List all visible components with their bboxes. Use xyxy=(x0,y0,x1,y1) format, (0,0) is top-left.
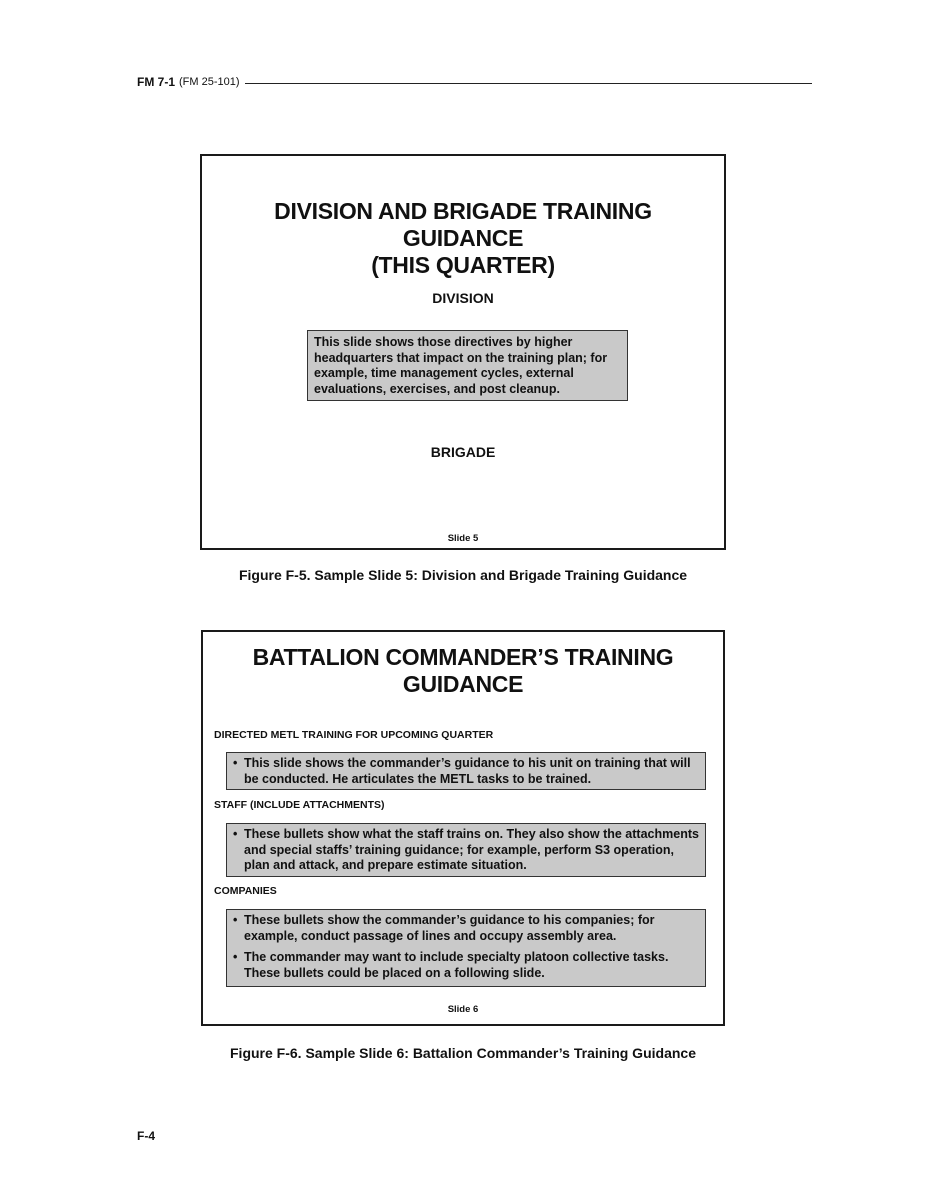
bullet-item xyxy=(233,913,699,944)
bullet-text: This slide shows the commander’s guidance to his unit on training that will be conducted. He articulates the METL tasks to be trained. xyxy=(244,756,691,786)
companies-note-box xyxy=(226,909,706,987)
figure-f5-caption: Figure F-5. Sample Slide 5: Division and Brigade Training Guidance xyxy=(238,567,688,583)
page-number: F-4 xyxy=(137,1129,155,1143)
slide-5-title xyxy=(202,198,724,279)
bullet-text: The commander may want to include specialty platoon collective tasks. These bullets could be placed on a following slide. xyxy=(244,950,669,980)
division-heading: DIVISION xyxy=(432,290,494,306)
slide-5-title-line: DIVISION AND BRIGADE TRAINING xyxy=(274,198,652,224)
bullet-text: These bullets show what the staff trains on. They also show the attachments and special staffs’ training guidance; for example, perform S3 operation, plan and attack, and prepare estimate situation. xyxy=(244,827,699,872)
bullet-dot-icon: • xyxy=(233,756,238,770)
slide-6-title xyxy=(203,644,723,698)
slide-5-title-line: (THIS QUARTER) xyxy=(371,252,555,278)
slide-5-frame xyxy=(200,154,726,550)
header-rule xyxy=(245,83,812,84)
bullet-dot-icon: • xyxy=(233,950,238,964)
bullet-text: These bullets show the commander’s guidance to his companies; for example, conduct passage of lines and occupy assembly area. xyxy=(244,913,655,943)
slide-6-frame xyxy=(201,630,725,1026)
bullet-dot-icon: • xyxy=(233,827,238,841)
section-label-companies: COMPANIES xyxy=(214,885,277,897)
slide-6-title-line: GUIDANCE xyxy=(402,671,524,697)
running-header xyxy=(137,73,812,91)
metl-note-box xyxy=(226,752,706,790)
staff-note-box xyxy=(226,823,706,877)
bullet-item xyxy=(233,827,699,874)
section-label-staff: STAFF (INCLUDE ATTACHMENTS) xyxy=(214,799,385,811)
division-note-box: This slide shows those directives by higher headquarters that impact on the training plan; for example, time management cycles, external evaluations, exercises, and post cleanup. xyxy=(307,330,628,401)
doc-id: FM 7-1 xyxy=(137,75,176,89)
bullet-item xyxy=(233,756,699,787)
section-label-metl: DIRECTED METL TRAINING FOR UPCOMING QUARTER xyxy=(214,729,494,741)
figure-f6-caption: Figure F-6. Sample Slide 6: Battalion Commander’s Training Guidance xyxy=(230,1045,696,1061)
bullet-item xyxy=(233,950,699,981)
slide-6-number: Slide 6 xyxy=(447,1004,479,1015)
slide-5-number: Slide 5 xyxy=(447,533,479,544)
brigade-heading: BRIGADE xyxy=(430,444,496,460)
slide-5-title-line: GUIDANCE xyxy=(402,225,524,251)
bullet-dot-icon: • xyxy=(233,913,238,927)
doc-alt-id: (FM 25-101) xyxy=(179,76,240,88)
slide-6-title-line: BATTALION COMMANDER’S TRAINING xyxy=(252,644,674,670)
